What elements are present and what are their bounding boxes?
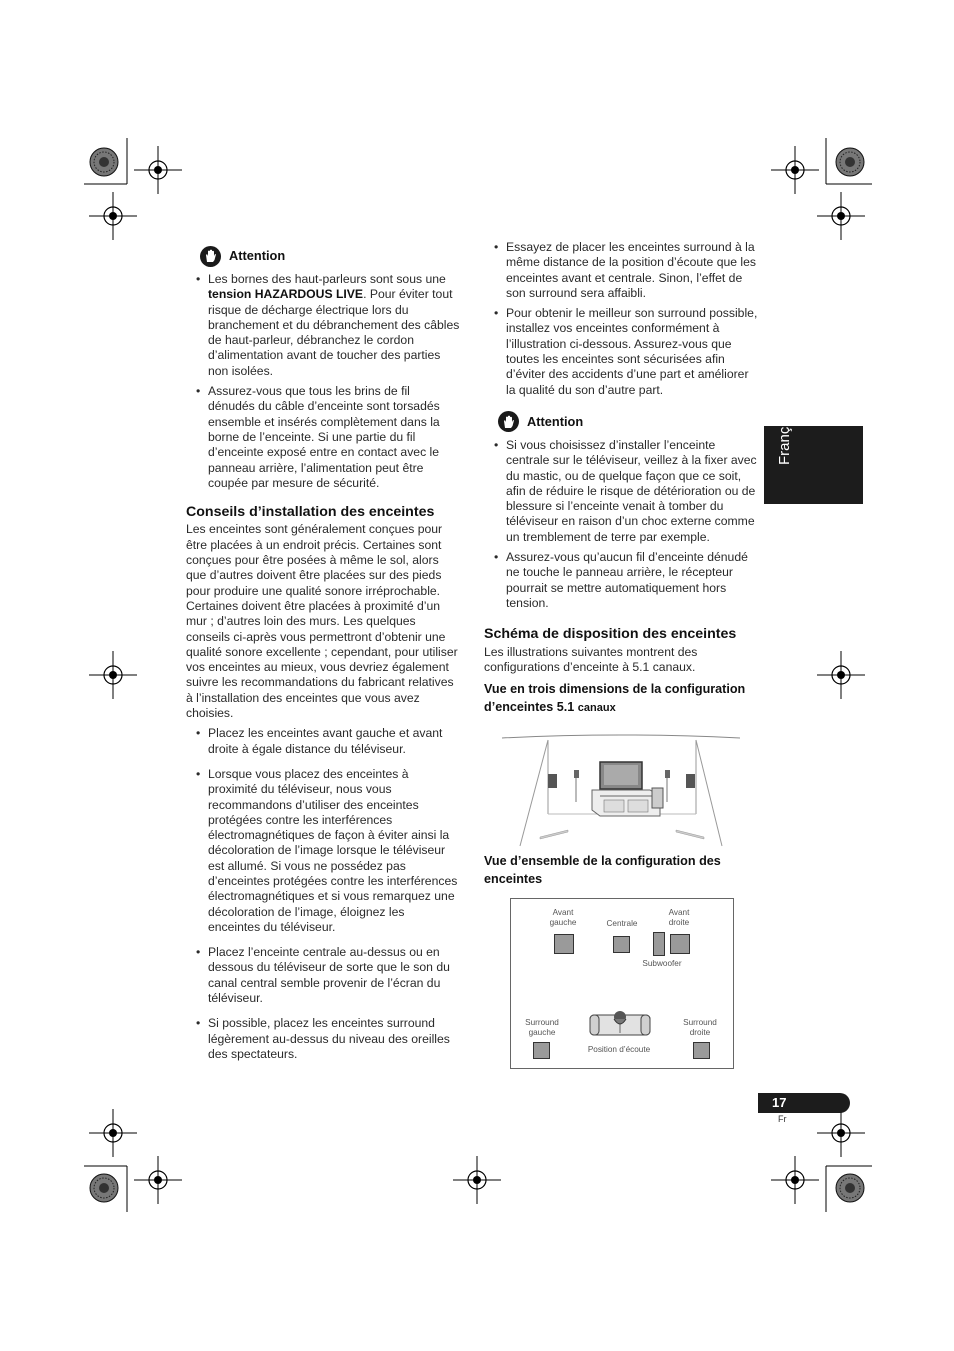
page-language-code: Fr [778, 1114, 787, 1124]
attention-label: Attention [229, 248, 286, 264]
list-item: • Si vous choisissez d’installer l’enceinte centrale sur le téléviseur, veillez à la fixer avec du mastic, ou de quelque façon que ce soit, afin de réduire le risque de détérioration ou de blessure si l’enceinte venait à tomber du téléviseur en raison d’un choc externe comme un tremblement de terre par exemple. [484, 438, 760, 545]
speaker-subwoofer [653, 932, 665, 956]
speaker-surround-right [693, 1042, 710, 1059]
subsection-title-3d: Vue en trois dimensions de la configuration d’enceintes 5.1 canaux [484, 682, 746, 714]
left-column [186, 244, 460, 1067]
speaker-surround-left [533, 1042, 550, 1059]
attention-list [186, 272, 460, 491]
list-item: • Si possible, placez les enceintes surround légèrement au-dessus du niveau des oreilles des spectateurs. [186, 1016, 460, 1062]
label-avant-droite: Avant droite [668, 908, 690, 927]
hand-warning-icon [200, 246, 221, 267]
label-surround-gauche: Surround gauche [525, 1018, 559, 1037]
page-number: 17 [772, 1095, 787, 1110]
list-item: • Les bornes des haut-parleurs sont sous une tension HAZARDOUS LIVE. Pour éviter tout risque de décharge électrique lors du branchement et du débranchement des câbles de haut-parleur, débranchez le cordon d’alimentation avant de toucher des parties non isolées. [186, 272, 460, 379]
page-number-badge [758, 1093, 850, 1113]
label-surround-droite: Surround droite [683, 1018, 717, 1037]
paragraph: Les enceintes sont généralement conçues pour être placées à un endroit précis. Certaines sont conçues pour être posées à même le sol, alors que d’autres doivent être placées sur des pieds pour produire une qualité sonore irréprochable. Certaines doivent être placées à proximité d’un mur ; d’autres loin des murs. Les quelques conseils ci-après vous permettront d’obtenir une qualité sonore excellente ; cependant, pour utiliser vos enceintes au mieux, vous devriez également suivre les recommandations du fabricant relatives à l’installation des enceintes que vous avez choisies. [186, 522, 458, 721]
subsection-title-ensemble: Vue d’ensemble de la configuration des enceintes [484, 854, 721, 886]
speaker-front-left [554, 934, 574, 954]
right-column [484, 240, 760, 717]
list-item: • Assurez-vous qu’aucun fil d’enceinte dénudé ne touche le panneau arrière, le récepteur pourrait se mettre automatiquement hors tension. [484, 550, 760, 611]
speaker-3d-illustration [500, 734, 742, 849]
side-tab-label: Français [776, 407, 793, 465]
list-item: • Pour obtenir le meilleur son surround possible, installez vos enceintes conformément à l’illustration ci-dessous. Assurez-vous que toutes les enceintes sont sécurisées afin d’éviter des accidents d’une part et améliorer la qualité du son d’autre part. [484, 306, 760, 398]
speaker-layout-diagram [510, 898, 734, 1069]
sofa-icon [587, 1007, 653, 1039]
tips-list [186, 726, 460, 1062]
label-avant-gauche: Avant gauche [549, 908, 577, 927]
speaker-front-right [670, 934, 690, 954]
attention-heading [498, 410, 760, 434]
label-subwoofer: Subwoofer [642, 959, 682, 968]
attention-list [484, 438, 760, 611]
hand-warning-icon [498, 411, 519, 432]
attention-heading [200, 244, 460, 268]
attention-label: Attention [527, 414, 584, 430]
surround-list [484, 240, 760, 398]
section-title-conseils: Conseils d’installation des enceintes [186, 504, 435, 521]
list-item: • Placez les enceintes avant gauche et avant droite à égale distance du téléviseur. [186, 726, 460, 757]
label-centrale: Centrale [606, 919, 638, 928]
list-item: • Assurez-vous que tous les brins de fil dénudés du câble d’enceinte sont torsadés ensemble et insérés complètement dans la borne de l’enceinte. Si une partie du fil d’enceinte exposé entre en contact avec le panneau arrière, l’alimentation peut être coupée par mesure de sécurité. [186, 384, 460, 491]
label-position-ecoute: Position d’écoute [587, 1045, 651, 1054]
list-item: • Lorsque vous placez des enceintes à proximité du téléviseur, nous vous recommandons d’utiliser des enceintes protégées contre les interférences électromagnétiques de façon à éviter ainsi la décoloration de l’image lorsque le téléviseur est allumé. Si vous ne possédez pas d’enceintes protégées contre les interférences électromagnétiques et si vous remarquez une décoloration de l’image, éloignez les enceintes du téléviseur. [186, 767, 460, 935]
list-item: • Placez l’enceinte centrale au-dessus ou en dessous du téléviseur de sorte que le son du canal central semble provenir de l’écran du téléviseur. [186, 945, 460, 1006]
paragraph: Les illustrations suivantes montrent des configurations d’enceinte à 5.1 canaux. [484, 644, 698, 674]
section-title-schema: Schéma de disposition des enceintes [484, 626, 737, 643]
list-item: • Essayez de placer les enceintes surround à la même distance de la position d’écoute que les enceintes avant et centrale. Sinon, l’effet de son surround sera affaibli. [484, 240, 760, 301]
speaker-center [613, 936, 630, 953]
right-column-lower [484, 853, 760, 888]
